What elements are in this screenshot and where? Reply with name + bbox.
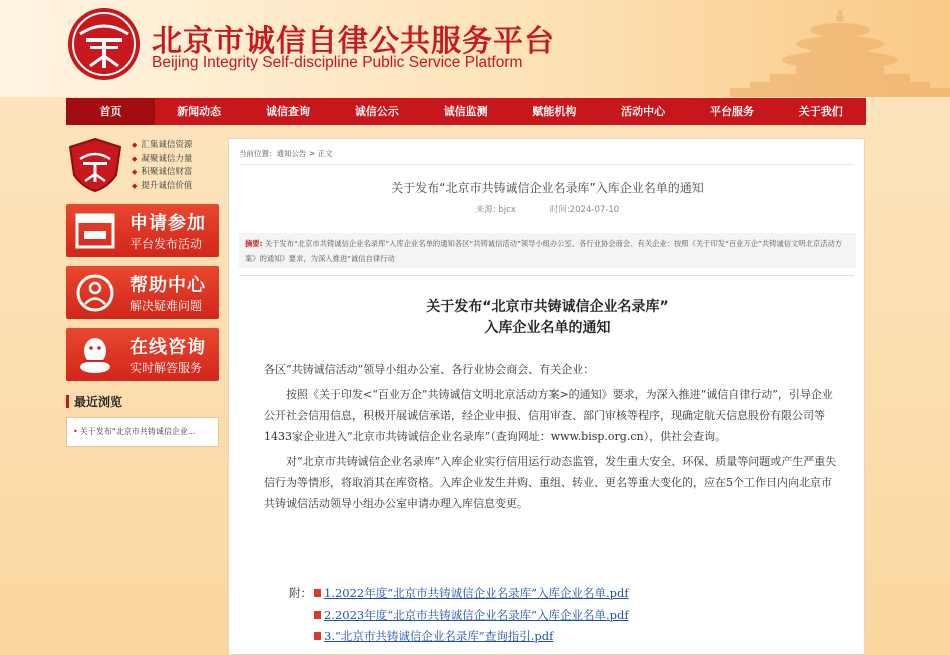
article-source: 来源: bjcx [475, 205, 516, 215]
pdf-icon [314, 632, 321, 640]
attachments [289, 583, 629, 648]
temple-of-heaven-illustration [590, 0, 950, 97]
attachment-link[interactable]: 1.2022年度“北京市共铸诚信企业名录库”入库企业名单.pdf [324, 586, 629, 600]
site-logo[interactable] [64, 4, 144, 84]
pdf-icon [314, 611, 321, 619]
promo-subtitle: 实时解答服务 [130, 361, 203, 375]
article-title: 关于发布“北京市共铸诚信企业名录库”入库企业名单的通知 [391, 181, 704, 195]
paragraph: 对“北京市共铸诚信企业名录库”入库企业实行信用运行动态监管，发生重大安全、环保、质量等问题或产生严重失信行为等情形，将取消其在库资格。入库企业发生并购、重组、转业、更名等重大变化的，应在5个工作日内向北京市共铸诚信活动领导小组办公室申请办理入库信息变更。 [264, 455, 837, 510]
nav-publicity[interactable]: 诚信公示 [354, 105, 399, 118]
divider [239, 275, 854, 276]
nav-services[interactable]: 平台服务 [709, 105, 754, 118]
pdf-icon [314, 589, 321, 597]
help-person-icon [74, 273, 116, 313]
article-meta [229, 203, 866, 215]
nav-institutions[interactable]: 赋能机构 [532, 105, 577, 118]
paragraph: 按照《关于印发<“百业万企”共铸诚信文明北京活动方案>的通知》要求，为深入推进“诚信自律行动”，引导企业公开社会信用信息，积极开展诚信承诺，经企业申报、信用审查、部门审核等程序，现确定航天信息股份有限公司等1433家企业进入“北京市共铸诚信企业名录库”（查询网址：www.bisp.org.cn），供社会查询。 [264, 388, 833, 443]
attachment-row [289, 605, 629, 627]
shield-emblem-icon [68, 137, 122, 193]
nav-about[interactable]: 关于我们 [798, 105, 843, 118]
attachment-link[interactable]: 3.“北京市共铸诚信企业名录库”查询指引.pdf [324, 629, 554, 643]
attachment-row [289, 626, 629, 648]
bullet-icon: • [73, 427, 78, 436]
slogan-list [132, 139, 192, 193]
article-body [264, 359, 839, 518]
site-header [0, 0, 950, 97]
nav-home[interactable]: 首页 [66, 98, 155, 125]
site-title-cn: 北京市诚信自律公共服务平台 [152, 24, 555, 59]
nav-query[interactable]: 诚信查询 [265, 105, 310, 118]
form-icon [74, 211, 116, 251]
attachment-link[interactable]: 2.2023年度“北京市共铸诚信企业名录库”入库企业名单.pdf [324, 607, 629, 622]
slogan-item: ◆ 积聚诚信财富 [132, 166, 192, 180]
slogan-box [66, 133, 219, 195]
attachments-label: 附： [289, 586, 312, 600]
nav-activities[interactable]: 活动中心 [621, 105, 666, 118]
article-time: 时间:2024-07-10 [549, 205, 620, 215]
promo-title: 帮助中心 [130, 275, 206, 296]
apply-join-button[interactable] [66, 204, 219, 257]
content-heading-line2: 入库企业名单的通知 [484, 320, 611, 336]
promo-title: 申请参加 [130, 213, 206, 234]
article-summary [239, 233, 856, 268]
online-consult-button[interactable] [66, 328, 219, 381]
summary-label: 摘要: [245, 239, 263, 248]
nav-news[interactable]: 新闻动态 [177, 105, 222, 118]
slogan-item: ◆ 提升诚信价值 [132, 180, 192, 194]
recent-browse-item[interactable] [66, 417, 219, 447]
recent-browse-title: 最近浏览 [66, 393, 219, 411]
content-heading-line1: 关于发布“北京市共铸诚信企业名录库” [426, 299, 669, 315]
divider [239, 164, 854, 165]
site-title-en: Beijing Integrity Self-discipline Public Service Platform [152, 54, 523, 71]
breadcrumb: 当前位置：通知公告 > 正文 [239, 149, 333, 158]
salutation: 各区“共铸诚信活动”领导小组办公室、各行业协会商会、有关企业： [264, 363, 595, 376]
promo-subtitle: 解决疑难问题 [130, 299, 203, 313]
slogan-item: ◆ 凝聚诚信力量 [132, 153, 192, 167]
recent-item-label: 关于发布“北京市共铸诚信企业... [79, 427, 196, 436]
nav-monitoring[interactable]: 诚信监测 [443, 105, 488, 118]
help-center-button[interactable] [66, 266, 219, 319]
main-nav [66, 98, 866, 125]
left-sidebar [66, 133, 219, 447]
article-panel [228, 138, 865, 655]
attachment-row [289, 583, 629, 605]
content-heading [229, 297, 866, 339]
chat-qq-icon [74, 335, 116, 375]
promo-subtitle: 平台发布活动 [130, 237, 203, 251]
summary-text: 关于发布“北京市共铸诚信企业名录库”入库企业名单的通知各区“共铸诚信活动”领导小组办公室、各行业协会商会、有关企业：按照《关于印发“百业万企”共铸诚信文明北京活动方案》的通知》要求，为深入推进“诚信自律行动 [245, 239, 843, 263]
promo-title: 在线咨询 [130, 337, 206, 358]
slogan-item: ◆ 汇集诚信资源 [132, 139, 192, 153]
